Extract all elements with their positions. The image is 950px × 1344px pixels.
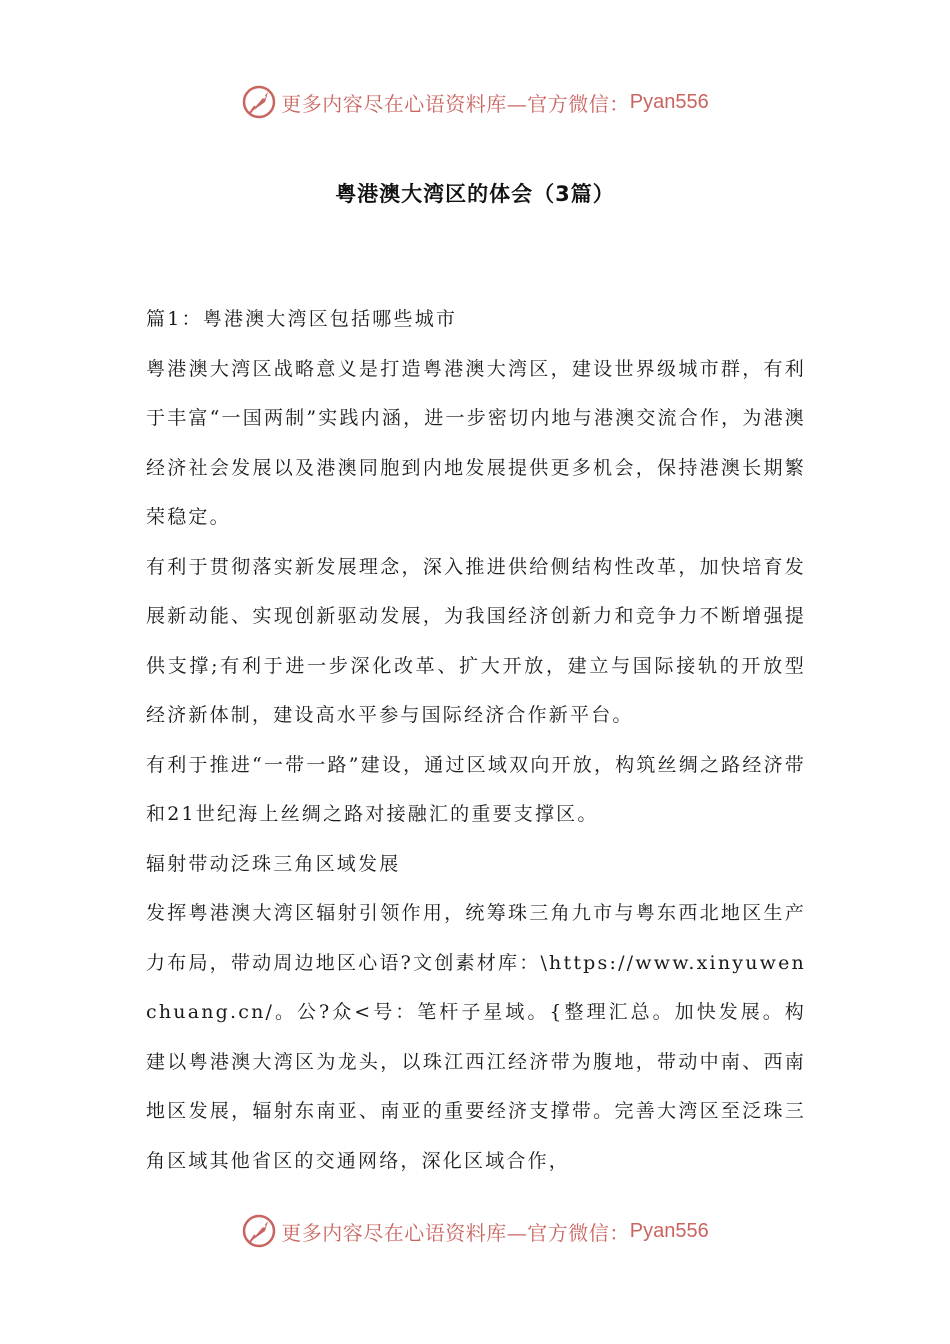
section-heading: 篇1：粤港澳大湾区包括哪些城市 (146, 308, 458, 330)
banner-wechat-id: Pyan556 (629, 1219, 709, 1242)
banner-text: 更多内容尽在心语资料库—官方微信： (281, 1220, 630, 1245)
paragraph: 粤港澳大湾区战略意义是打造粤港澳大湾区，建设世界级城市群，有利于丰富“一国两制”实践内涵，进一步密切内地与港澳交流合作，为港澳经济社会发展以及港澳同胞到内地发展提供更多机会，保持港澳长期繁荣稳定。 (146, 357, 806, 528)
paragraph: 发挥粤港澳大湾区辐射引领作用，统筹珠三角九市与粤东西北地区生产力布局，带动周边地区心语?文创素材库：\https://www.xinyuwenchuang.cn/。公?众<号：笔杆子星域。{整理汇总。加快发展。构建以粤港澳大湾区为龙头，以珠江西江经济带为腹地，带动中南、西南地区发展，辐射东南亚、南亚的重要经济支撑带。完善大湾区至泛珠三角区域其他省区的交通网络，深化区域合作， (146, 902, 806, 1172)
footer-banner (0, 1209, 950, 1253)
quill-logo-icon (241, 1213, 277, 1249)
header-banner (0, 80, 950, 124)
document-body (146, 295, 806, 1186)
banner-wechat-id: Pyan556 (629, 90, 709, 113)
paragraph: 有利于推进“一带一路”建设，通过区域双向开放，构筑丝绸之路经济带和21世纪海上丝绸之路对接融汇的重要支撑区。 (146, 753, 806, 825)
quill-logo-icon (241, 84, 277, 120)
banner-text: 更多内容尽在心语资料库—官方微信： (281, 91, 630, 116)
document-title: 粤港澳大湾区的体会（3篇） (335, 182, 615, 206)
paragraph: 有利于贯彻落实新发展理念，深入推进供给侧结构性改革，加快培育发展新动能、实现创新驱动发展，为我国经济创新力和竞争力不断增强提供支撑;有利于进一步深化改革、扩大开放，建立与国际接轨的开放型经济新体制，建设高水平参与国际经济合作新平台。 (146, 555, 806, 726)
paragraph: 辐射带动泛珠三角区域发展 (146, 852, 401, 875)
